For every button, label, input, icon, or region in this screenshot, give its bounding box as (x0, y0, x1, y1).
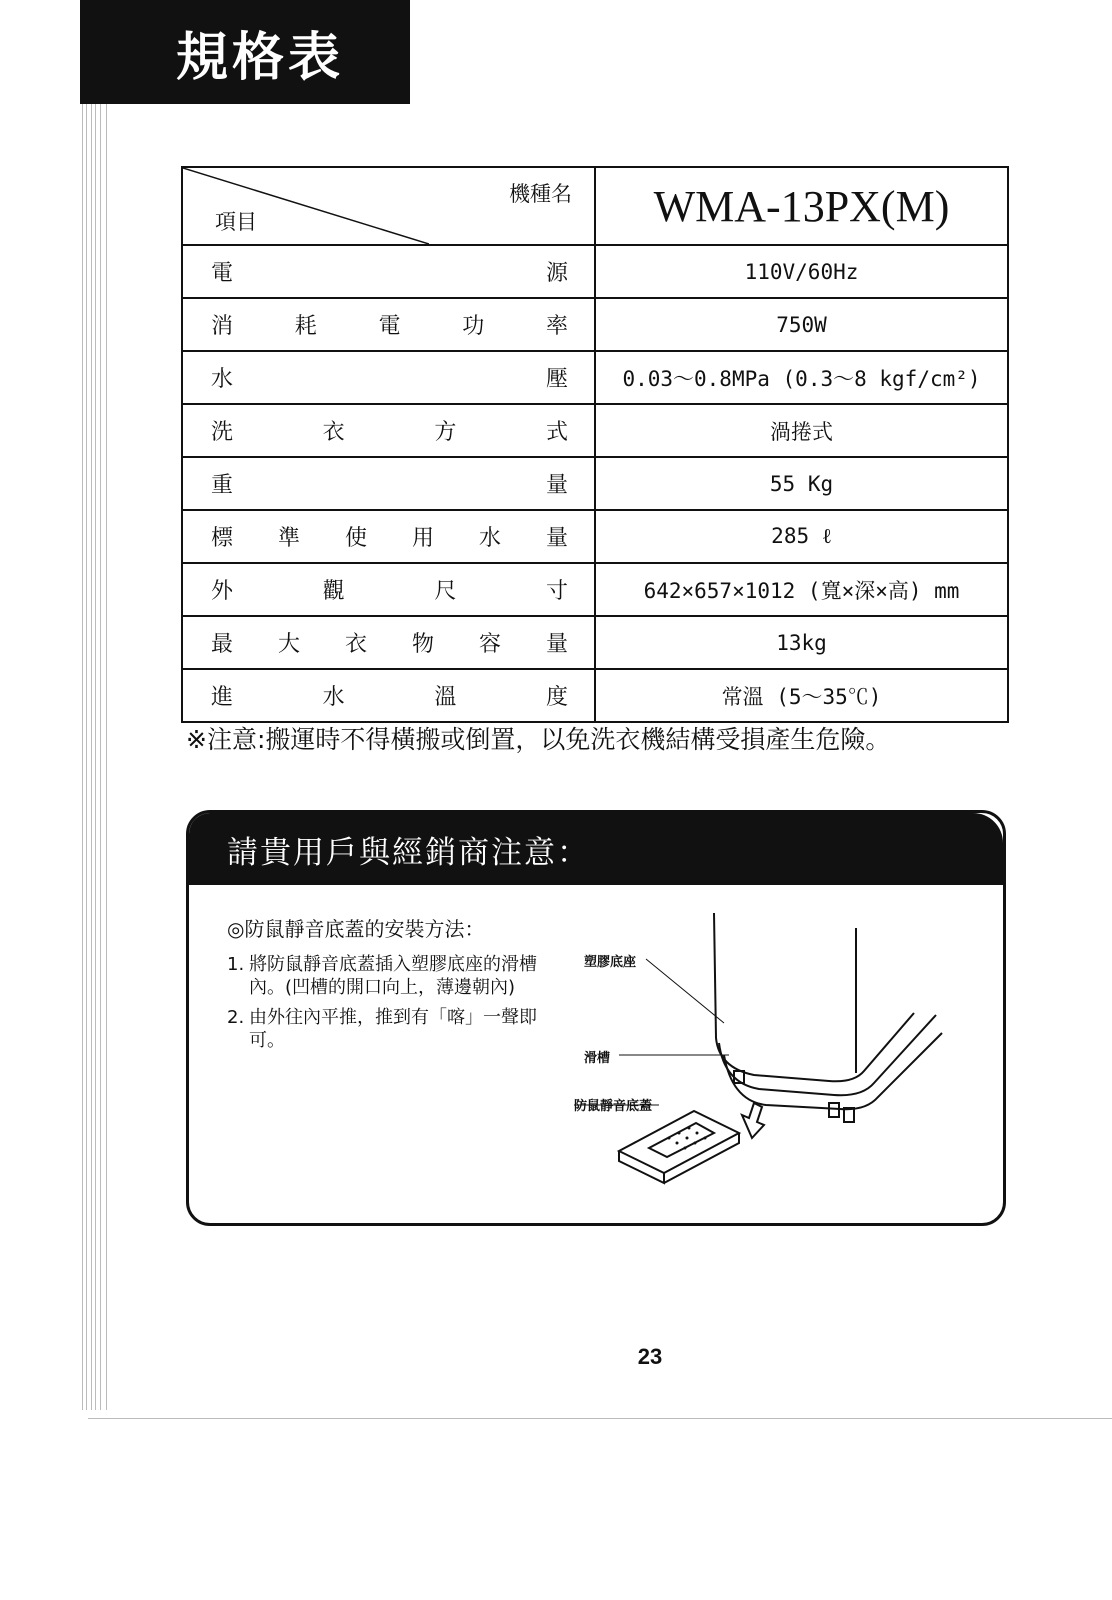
spec-header-label-cell (182, 167, 595, 245)
spec-label: 進水溫度 (182, 669, 595, 722)
header-model-label: 機種名 (509, 182, 572, 206)
install-step (227, 1006, 547, 1053)
notice-header: 請貴用戶與經銷商注意： (189, 813, 1003, 885)
spec-value: 750W (595, 298, 1008, 351)
label-plastic-base: 塑膠底座 (584, 955, 637, 970)
spec-label: 電源 (182, 245, 595, 298)
label-bottom-cover: 防鼠靜音底蓋 (574, 1099, 653, 1114)
spec-label: 水壓 (182, 351, 595, 404)
spec-label: 最大衣物容量 (182, 616, 595, 669)
spec-value: 285 ℓ (595, 510, 1008, 563)
spec-row (182, 510, 1008, 563)
step-text: 將防鼠靜音底蓋插入塑膠底座的滑槽內。(凹槽的開口向上，薄邊朝內) (249, 954, 537, 999)
page-number: 23 (637, 1344, 663, 1369)
spec-value: 常溫 (5～35℃) (595, 669, 1008, 722)
spec-row (182, 457, 1008, 510)
step-number: 1. (227, 954, 245, 975)
spec-row (182, 245, 1008, 298)
spec-label: 外觀尺寸 (182, 563, 595, 616)
washer-base-illustration (574, 893, 994, 1213)
warning-notice: ※注意:搬運時不得橫搬或倒置，以免洗衣機結構受損產生危險。 (186, 725, 891, 754)
spec-value: 0.03～0.8MPa (0.3～8 kgf/cm²) (595, 351, 1008, 404)
spec-label: 洗衣方式 (182, 404, 595, 457)
spec-value: 55 Kg (595, 457, 1008, 510)
header-item-label: 項目 (215, 210, 257, 234)
page-bottom-rule (88, 1418, 1112, 1419)
spec-row (182, 669, 1008, 722)
install-steps (227, 953, 547, 1059)
spec-value: 642×657×1012 (寬×深×高) mm (595, 563, 1008, 616)
page-title: 規格表 (80, 0, 410, 104)
step-text: 由外往內平推，推到有「喀」一聲即可。 (249, 1006, 537, 1052)
spec-label: 消耗電功率 (182, 298, 595, 351)
spec-value: 13kg (595, 616, 1008, 669)
spec-label: 重量 (182, 457, 595, 510)
spec-row (182, 298, 1008, 351)
binding-edge (80, 90, 110, 1410)
spec-value: 110V/60Hz (595, 245, 1008, 298)
spec-header-row (182, 167, 1008, 245)
notice-box (186, 810, 1006, 1226)
installation-diagram (574, 893, 994, 1213)
step-number: 2. (227, 1006, 245, 1028)
spec-row (182, 351, 1008, 404)
install-step (227, 953, 547, 1000)
spec-row (182, 563, 1008, 616)
label-slide-slot: 滑槽 (584, 1051, 611, 1066)
spec-table (181, 166, 1009, 723)
spec-value: 渦捲式 (595, 404, 1008, 457)
install-title: ◎防鼠靜音底蓋的安裝方法： (227, 917, 485, 941)
spec-row (182, 616, 1008, 669)
spec-row (182, 404, 1008, 457)
spec-label: 標準使用水量 (182, 510, 595, 563)
model-name: WMA-13PX(M) (595, 167, 1008, 245)
